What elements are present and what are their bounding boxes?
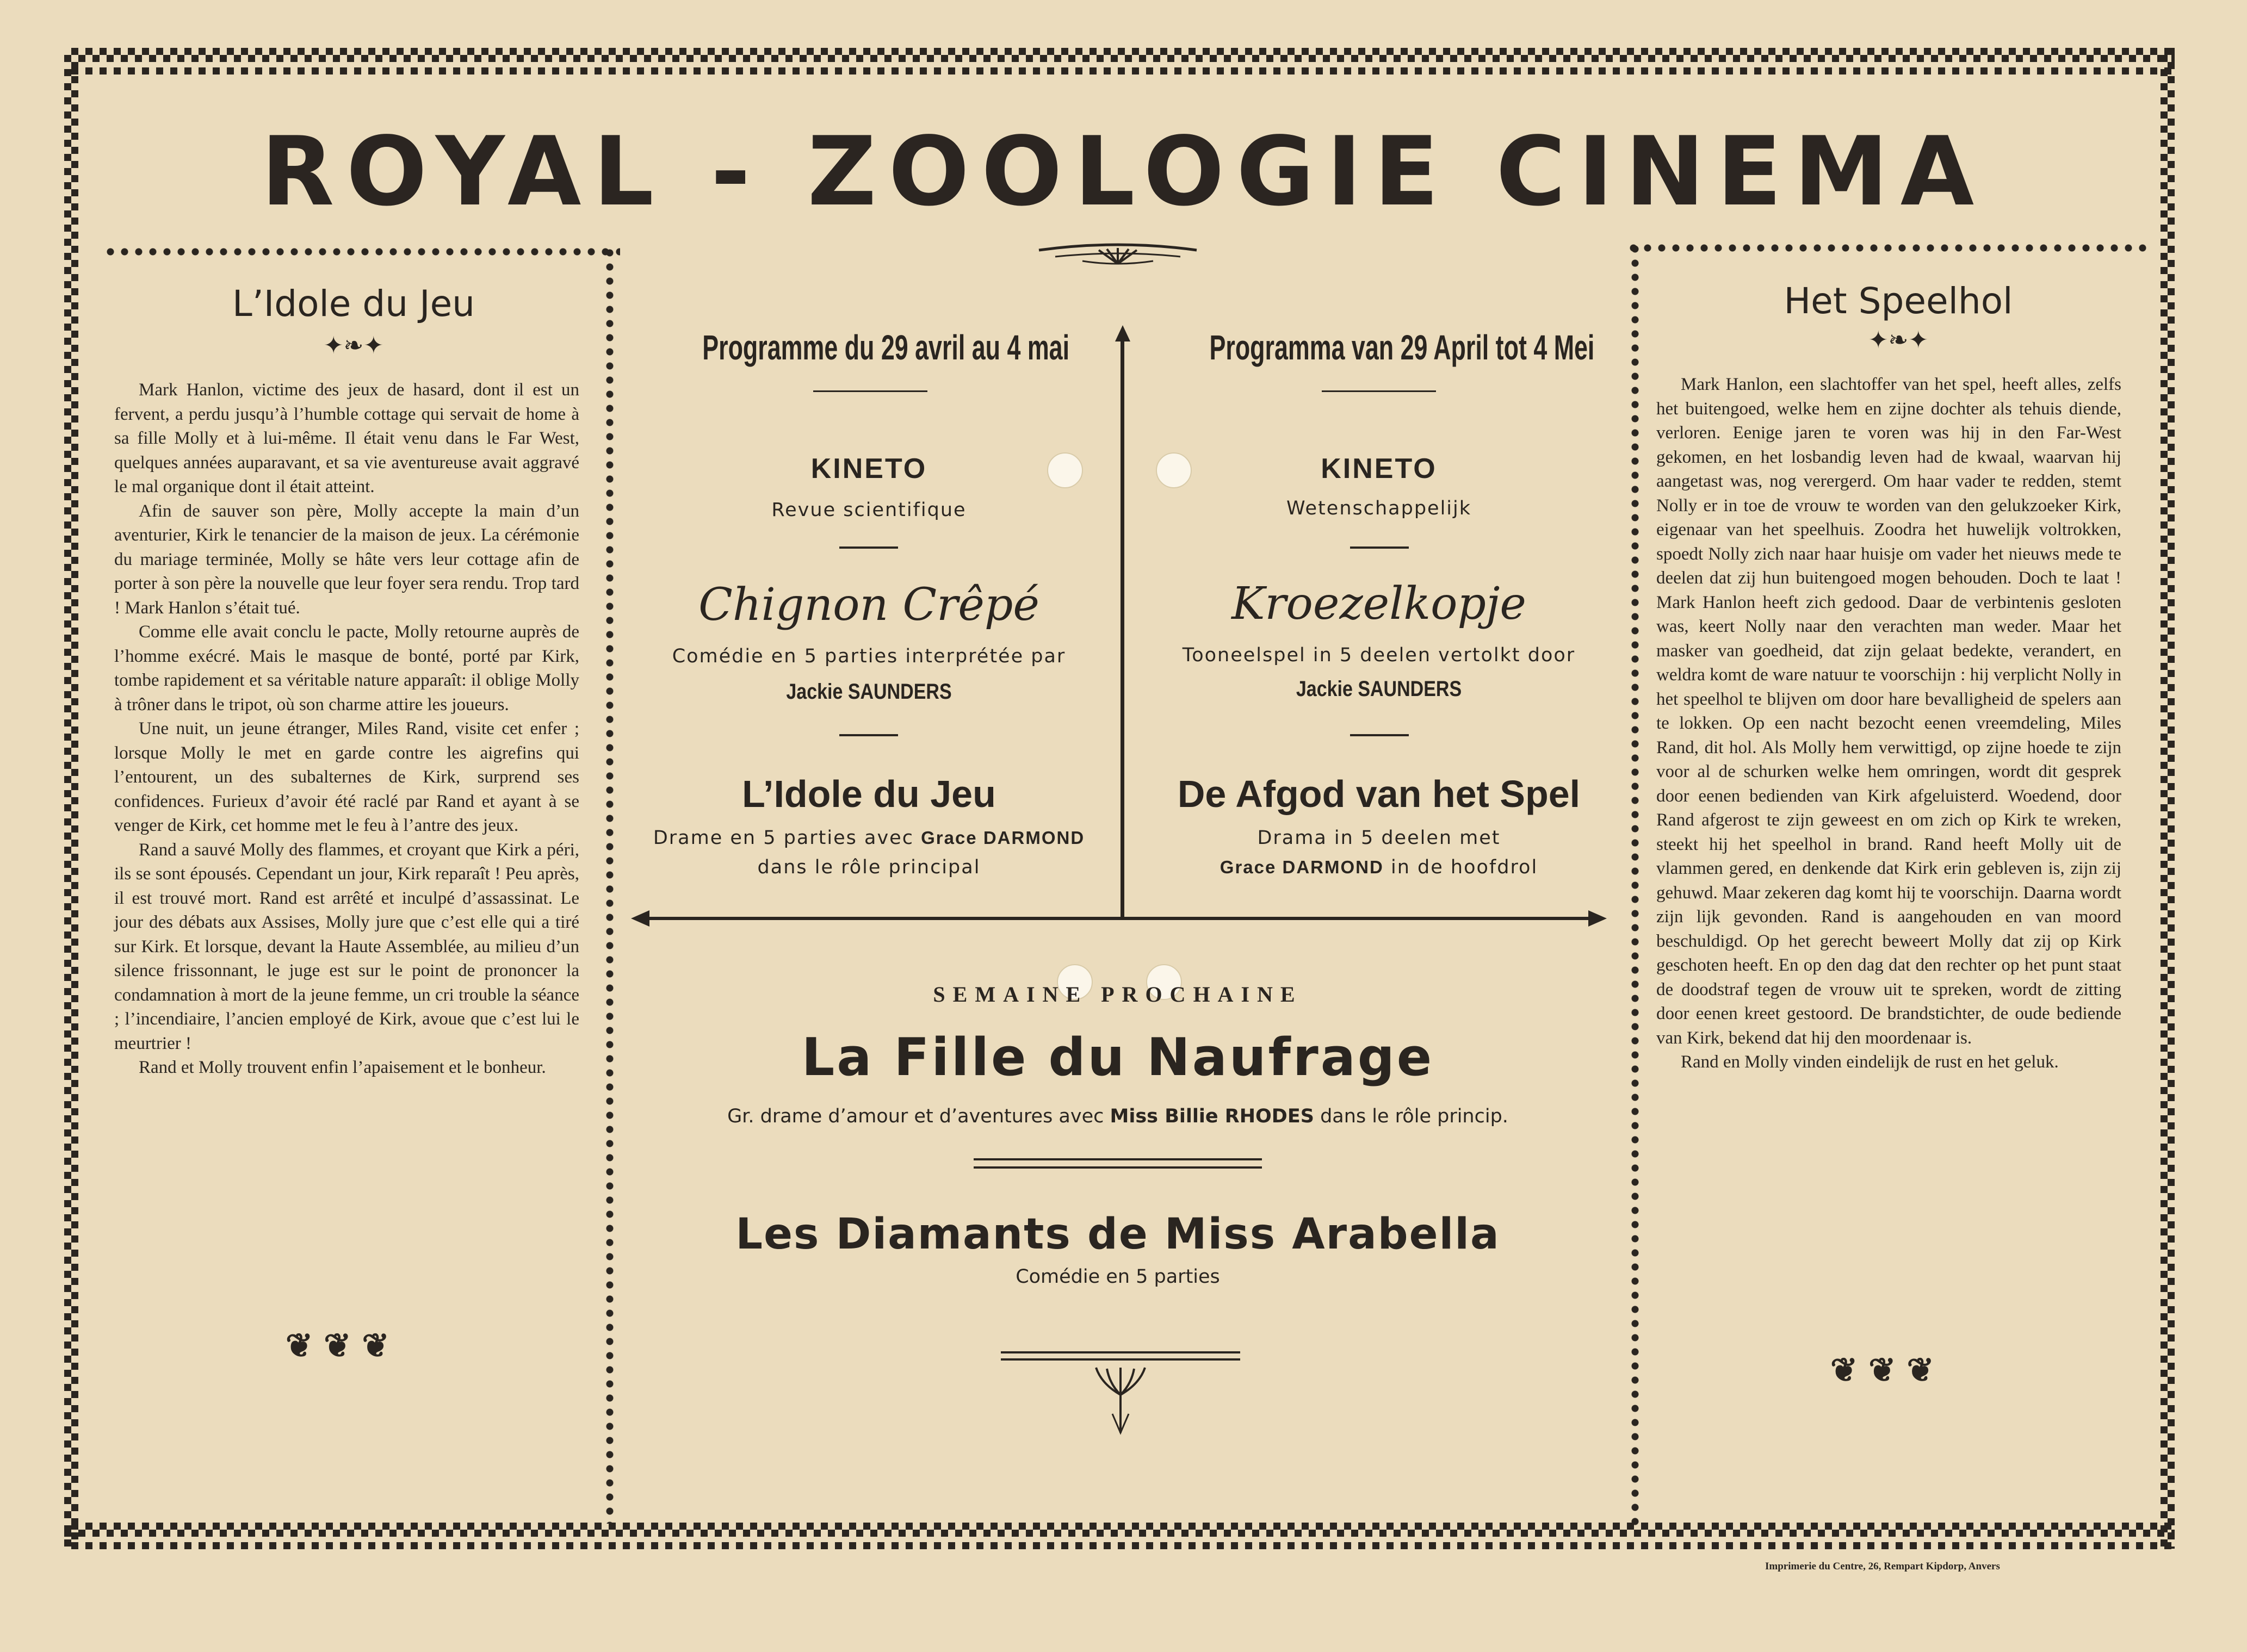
second-next-film-title: Les Diamants de Miss Arabella [735,1210,1500,1259]
bottom-double-rule [1001,1351,1240,1353]
page-title: ROYAL - ZOOLOGIE CINEMA [261,117,1986,227]
nl-film2-desc: Drama in 5 deelen met [1257,827,1501,849]
next-film-desc-a: Gr. drame d’amour et d’aventures avec [727,1106,1104,1127]
left-leaf-ornament: ❦❦❦ [286,1328,400,1364]
nl-film2-title: De Afgod van het Spel [1177,773,1581,815]
left-box-right [604,246,616,1524]
arrow-left-icon [631,910,649,927]
fr-film1-actor: Jackie SAUNDERS [786,680,952,704]
right-paragraph: Mark Hanlon, een slachtoffer van het spel, heeft alles, zelfs het buitengoed, welke hem en zijne dochter als tehuis diende, verloren. Eenige jaren te voren was hij in den Far-West gekomen, en het losbandig leven had de kwaal, waarvan hij aangetast was, nog verergerd. Om haar vader te redden, stemt Nolly er in toe de vrouw te worden van den gelukzoeker Kirk, eigenaar van het speelhuis. Zoodra het huwelijk voltrokken, spoedt Nolly zich naar haar huisje om vader het nieuws mede te deelen dat zij hun buitengoed mogen behouden. Doch te laat ! Mark Hanlon heeft zich gedood. Daar de verbintenis gesloten was, keert Nolly naar den verachten man weder. Maar het masker van goedheid, dat zijn gelaat bedekte, verandert, en weldra komt de ware natuur te voorschijn : hij verplicht Nolly in het speelhol te blijven om door hare bevalligheid de spelers aan te lokken. Op een nacht bezocht eenen vreemdeling, Miles Rand, dit hol. Als Molly hem verwittigd, op zijne hoede te zijn voor al de schurken welke hem omringen, wordt dit gesprek door eenen bedienden van Kirk afgeluisterd. Woedend, door Rand afgerost te zijn geweest en om zich op Kirk te wreken, steekt hij het speelhol in brand. Rand heeft Molly uit de vlammen gered, en denkende dat Kirk erin gebleven is, zijn zij gehuwd. Maar zekeren dag komt hij te voorschijn. Daarna wordt zijn lijk gevonden. Rand is aangehouden en van moord beschuldigd. Op het gerecht beweert Molly dat zij op Kirk geschoten heeft. En op den dag dat den rechter op het punt staat de doodstraf tegen de vrouw uit te spreken, wordt de zitting door eenen kreet gestoord. De brandstichter, de oude bediende van Kirk, bekend dat hij den moordenaar is. [1656,375,2121,1048]
fr-film1-desc: Comédie en 5 parties interprétée par [672,645,1066,667]
nl-kineto: KINETO [1321,453,1437,485]
fr-film1-title: Chignon Crêpé [698,579,1039,631]
right-body-text [1656,372,2121,1075]
bottom-double-rule [1001,1358,1240,1361]
nl-kineto-sub: Wetenschappelijk [1286,498,1472,519]
left-paragraph: Rand a sauvé Molly des flammes, et croyant que Kirk a péri, ils se sont épousés. Cependant un jour, Kirk reparaît ! Peu après, il est trouvé mort. Rand est arrêté et inculpé d’assassinat. Le jour des débats aux Assises, Molly jure que c’est elle qui a tiré sur Kirk. Et lorsque, devant la Haute Assemblée, au milieu d’un silence frissonnant, le juge est sur le point de prononcer la condamnation à mort de la jeune femme, un cri trouble la séance ; l’incendiaire, l’ancien employé de Kirk, avoue que c’est lui le meurtrier ! [114,840,579,1053]
nl-heading-rule [1322,390,1436,392]
fr-divider [839,546,898,549]
left-box-top [103,246,620,258]
center-horizontal-line [636,917,1596,920]
left-paragraph: Afin de sauver son père, Molly accepte la main d’un aventurier, Kirk le tenancier de la maison de jeux. La cérémonie du mariage terminée, Molly se hâte vers leur cottage afin de porter à son père la nouvelle que leur foyer sera rendu. Trop tard ! Mark Hanlon s’était tué. [114,501,579,618]
fr-film2-desc [631,827,1107,849]
fr-kineto: KINETO [810,453,927,485]
programme-fr-heading: Programme du 29 avril au 4 mai [702,328,1070,367]
double-rule [974,1158,1262,1160]
fr-heading-rule [813,390,927,392]
center-vertical-line [1121,334,1124,919]
next-film-desc [636,1106,1599,1127]
outer-border-right [2161,48,2175,1549]
left-paragraph: Comme elle avait conclu le pacte, Molly retourne auprès de l’homme exécré. Mais le masque de bonté, porté par Kirk, tombe rapidement et sa véritable nature apparaît: il oblige Molly à trôner dans le tripot, où son charme attire les joueurs. [114,622,579,715]
right-leaf-ornament: ❦❦❦ [1830,1352,1945,1388]
programme-nl-heading: Programma van 29 April tot 4 Mei [1209,328,1595,367]
fr-film2-actor: Grace DARMOND [921,828,1085,848]
outer-border-bottom-inner [64,1542,2175,1549]
second-next-film-desc: Comédie en 5 parties [1016,1266,1220,1288]
next-week-label: SEMAINE PROCHAINE [933,982,1303,1007]
next-film-title: La Fille du Naufrage [801,1028,1434,1088]
printer-imprint: Imprimerie du Centre, 26, Rempart Kipdorp, Anvers [1765,1561,2000,1572]
nl-divider [1350,546,1409,549]
nl-film2-actor: Grace DARMOND [1220,857,1384,877]
left-title-ornament: ✦❧✦ [323,332,384,359]
left-paragraph: Une nuit, un jeune étranger, Miles Rand, visite cet enfer ; lorsque Molly le met en garde contre les aigrefins qui l’entourent, un des subalternes de Kirk, surprend ses confidences. Furieux d’avoir été raclé par Rand et ayant à se venger de Kirk, cet homme met le feu à l’antre des jeux. [114,719,579,835]
double-rule [974,1166,1262,1169]
nl-film2-desc2 [1137,856,1621,878]
right-paragraph: Rand en Molly vinden eindelijk de rust en het geluk. [1681,1052,2059,1072]
next-film-desc-b: dans le rôle princip. [1320,1106,1508,1127]
title-ornament-icon [1033,234,1202,272]
right-box-top [1626,242,2149,254]
left-body-text [114,378,579,1080]
fr-kineto-sub: Revue scientifique [771,499,967,521]
left-column-title: L’Idole du Jeu [232,283,475,325]
right-column-title: Het Speelhol [1784,280,2013,322]
fr-divider [839,734,898,736]
nl-divider [1350,734,1409,736]
fr-film2-desc-text: Drame en 5 parties avec [653,827,914,849]
nl-film1-actor: Jackie SAUNDERS [1296,677,1462,701]
arrow-up-icon [1114,325,1131,341]
outer-border-top [64,48,2175,62]
outer-border-top-inner [64,67,2175,74]
right-title-ornament: ✦❧✦ [1868,327,1929,353]
fr-film2-title: L’Idole du Jeu [742,773,996,815]
left-paragraph: Rand et Molly trouvent enfin l’apaisement et le bonheur. [139,1058,546,1077]
fr-film2-desc2: dans le rôle principal [757,856,981,878]
nl-film1-title: Kroezelkopje [1231,578,1526,630]
arrow-right-icon [1588,910,1607,927]
nl-film2-desc2-text: in de hoofdrol [1390,856,1538,878]
outer-border-left [64,48,78,1549]
outer-border-bottom [64,1523,2175,1537]
fountain-ornament-icon [1091,1362,1150,1436]
right-box-left [1629,242,1641,1525]
nl-film1-desc: Tooneelspel in 5 deelen vertolkt door [1182,644,1576,666]
left-paragraph: Mark Hanlon, victime des jeux de hasard, dont il est un fervent, a perdu jusqu’à l’humble cottage qui servait de home à sa fille Molly et à lui-même. Il était venu dans le Far West, quelques années auparavant, et sa vie aventureuse avait aggravé le mal organique dont il était atteint. [114,380,579,496]
next-film-actor: Miss Billie RHODES [1110,1106,1314,1127]
